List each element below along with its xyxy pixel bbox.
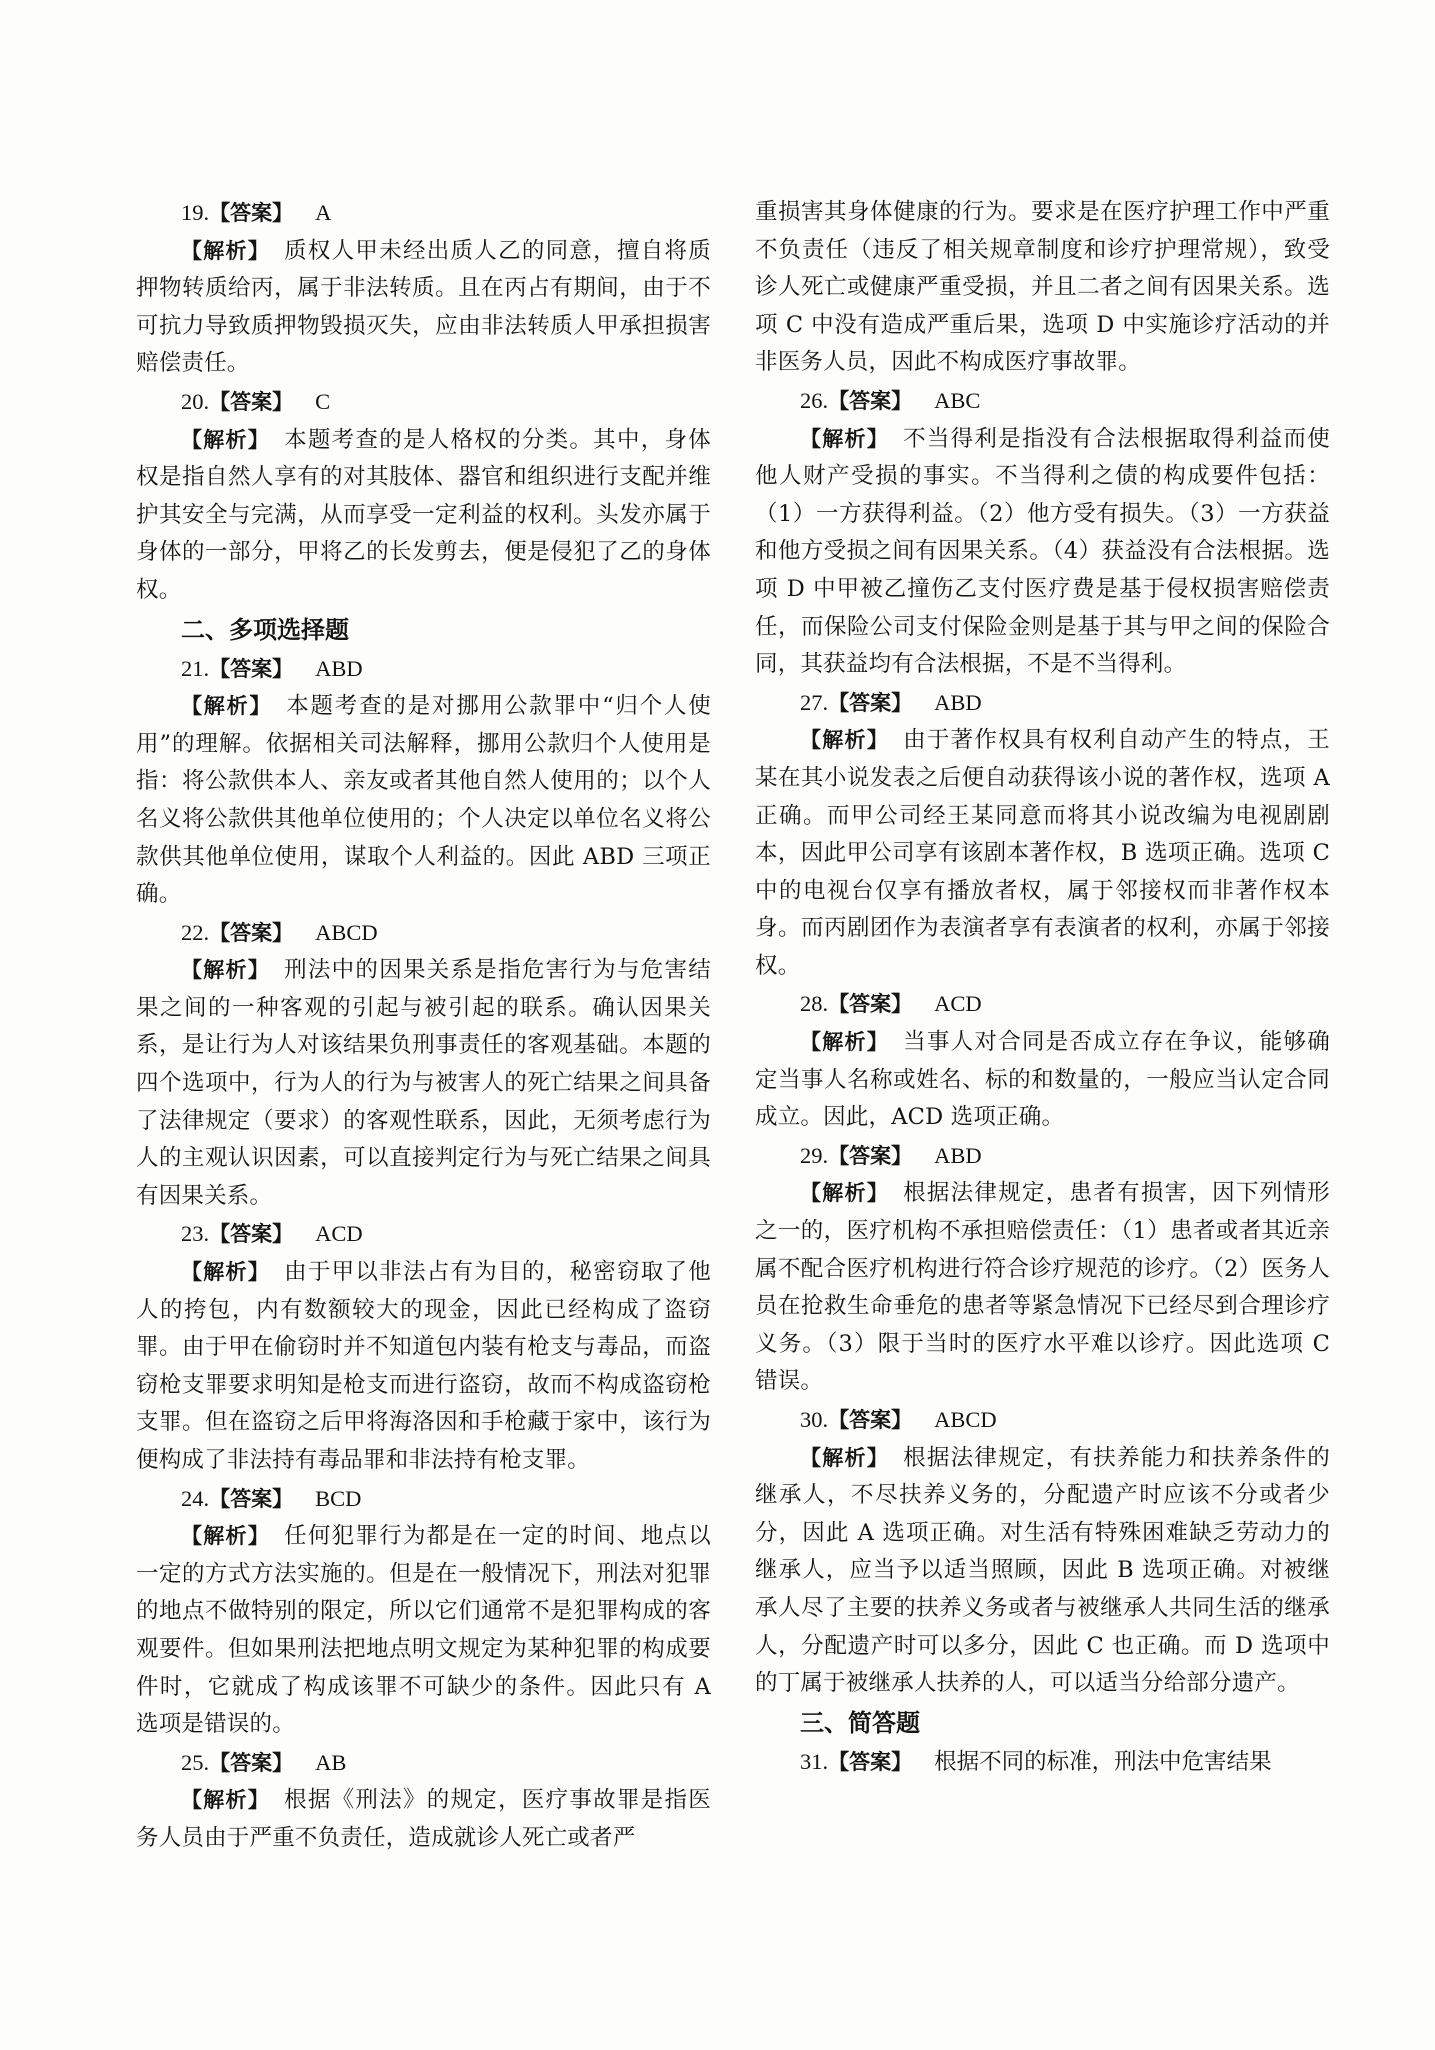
answer-line: 30.【答案】 ABCD xyxy=(800,1407,997,1432)
explanation-paragraph: 【解析】 根据法律规定，有扶养能力和扶养条件的继承人，不尽扶养义务的，分配遗产时应该不分或者少分，因此 A 选项正确。对生活有特殊困难缺乏劳动力的继承人，应当予以适当照顾，因此 B 选项正确。对被继承人尽了主要的扶养义务或者与被继承人共同生活的继承人，分配遗产时可以多分，因此 C 也正确。而 D 选项中的丁属于被继承人扶养的人，可以适当分给部分遗产。 xyxy=(755,1444,1330,1697)
continuation-paragraph: 重损害其身体健康的行为。要求是在医疗护理工作中严重不负责任（违反了相关规章制度和诊疗护理常规），致受诊人死亡或健康严重受损，并且二者之间有因果关系。选项 C 中没有造成严重后果，选项 D 中实施诊疗活动的并非医务人员，因此不构成医疗事故罪。 xyxy=(755,199,1330,376)
answer-line: 25.【答案】 AB xyxy=(181,1749,347,1775)
answer-line: 28.【答案】 ACD xyxy=(800,991,982,1017)
explanation-paragraph: 【解析】 根据法律规定，患者有损害，因下列情形之一的，医疗机构不承担赔偿责任：（1）患者或者其近亲属不配合医疗机构进行符合诊疗规范的诊疗。（2）医务人员在抢救生命垂危的患者等紧急情况下已经尽到合理诊疗义务。（3）限于当时的医疗水平难以诊疗。因此选项 C 错误。 xyxy=(755,1180,1330,1395)
answer-line: 27.【答案】 ABD xyxy=(800,689,982,715)
answer-line: 22.【答案】 ABCD xyxy=(181,919,378,945)
explanation-paragraph: 【解析】 本题考查的是人格权的分类。其中，身体权是指自然人享有的对其肢体、器官和组织进行支配并维护其安全与完满，从而享受一定利益的权利。头发亦属于身体的一部分，甲将乙的长发剪去，便是侵犯了乙的身体权。 xyxy=(136,426,711,603)
explanation-paragraph: 【解析】 当事人对合同是否成立存在争议，能够确定当事人名称或姓名、标的和数量的，一般应当认定合同成立。因此，ACD 选项正确。 xyxy=(755,1029,1330,1131)
section-heading: 三、简答题 xyxy=(800,1708,920,1737)
explanation-paragraph: 【解析】 任何犯罪行为都是在一定的时间、地点以一定的方式方法实施的。但是在一般情况下，刑法对犯罪的地点不做特别的限定，所以它们通常不是犯罪构成的客观要件。但如果刑法把地点明文规定为某种犯罪的构成要件时，它就成了构成该罪不可缺少的条件。因此只有 A 选项是错误的。 xyxy=(136,1523,711,1738)
answer-line: 21.【答案】 ABD xyxy=(181,655,363,681)
explanation-paragraph: 【解析】 根据《刑法》的规定，医疗事故罪是指医务人员由于严重不负责任，造成就诊人死亡或者严 xyxy=(136,1787,711,1851)
section-heading: 二、多项选择题 xyxy=(181,615,349,644)
explanation-paragraph: 【解析】 刑法中的因果关系是指危害行为与危害结果之间的一种客观的引起与被引起的联系。确认因果关系，是让行为人对该结果负刑事责任的客观基础。本题的四个选项中，行为人的行为与被害人的死亡结果之间具备了法律规定（要求）的客观性联系，因此，无须考虑行为人的主观认识因素，可以直接判定行为与死亡结果之间具有因果关系。 xyxy=(136,957,711,1209)
left-column xyxy=(136,194,711,1858)
explanation-paragraph: 【解析】 由于著作权具有权利自动产生的特点，王某在其小说发表之后便自动获得该小说的著作权，选项 A 正确。而甲公司经王某同意而将其小说改编为电视剧剧本，因此甲公司享有该剧本著作权，B 选项正确。选项 C 中的电视台仅享有播放者权，属于邻接权而非著作权本身。而丙剧团作为表演者享有表演者的权利，亦属于邻接权。 xyxy=(755,727,1330,979)
answer-line: 29.【答案】 ABD xyxy=(800,1142,982,1168)
answer-line: 20.【答案】 C xyxy=(181,388,331,414)
right-column xyxy=(755,194,1330,1781)
answer-line: 19.【答案】 A xyxy=(181,200,332,225)
answer-line: 31.【答案】 根据不同的标准，刑法中危害结果 xyxy=(800,1748,1272,1774)
answer-line: 26.【答案】 ABC xyxy=(800,387,981,413)
answer-line: 24.【答案】 BCD xyxy=(181,1485,362,1511)
explanation-paragraph: 【解析】 由于甲以非法占有为目的，秘密窃取了他人的挎包，内有数额较大的现金，因此已经构成了盗窃罪。由于甲在偷窃时并不知道包内装有枪支与毒品，而盗窃枪支罪要求明知是枪支而进行盗窃，故而不构成盗窃枪支罪。但在盗窃之后甲将海洛因和手枪藏于家中，该行为便构成了非法持有毒品罪和非法持有枪支罪。 xyxy=(136,1259,711,1473)
answer-line: 23.【答案】 ACD xyxy=(181,1221,363,1247)
explanation-paragraph: 【解析】 质权人甲未经出质人乙的同意，擅自将质押物转质给丙，属于非法转质。且在丙占有期间，由于不可抗力导致质押物毁损灭失，应由非法转质人甲承担损害赔偿责任。 xyxy=(136,237,711,377)
explanation-paragraph: 【解析】 不当得利是指没有合法根据取得利益而使他人财产受损的事实。不当得利之债的构成要件包括：（1）一方获得利益。（2）他方受有损失。（3）一方获益和他方受损之间有因果关系。（4）获益没有合法根据。选项 D 中甲被乙撞伤乙支付医疗费是基于侵权损害赔偿责任，而保险公司支付保险金则是基于其与甲之间的保险合同，其获益均有合法根据，不是不当得利。 xyxy=(755,425,1330,678)
explanation-paragraph: 【解析】 本题考查的是对挪用公款罪中“归个人使用”的理解。依据相关司法解释，挪用公款归个人使用是指：将公款供本人、亲友或者其他自然人使用的；以个人名义将公款供其他单位使用的；个人决定以单位名义将公款供其他单位使用，谋取个人利益的。因此 ABD 三项正确。 xyxy=(136,693,711,908)
